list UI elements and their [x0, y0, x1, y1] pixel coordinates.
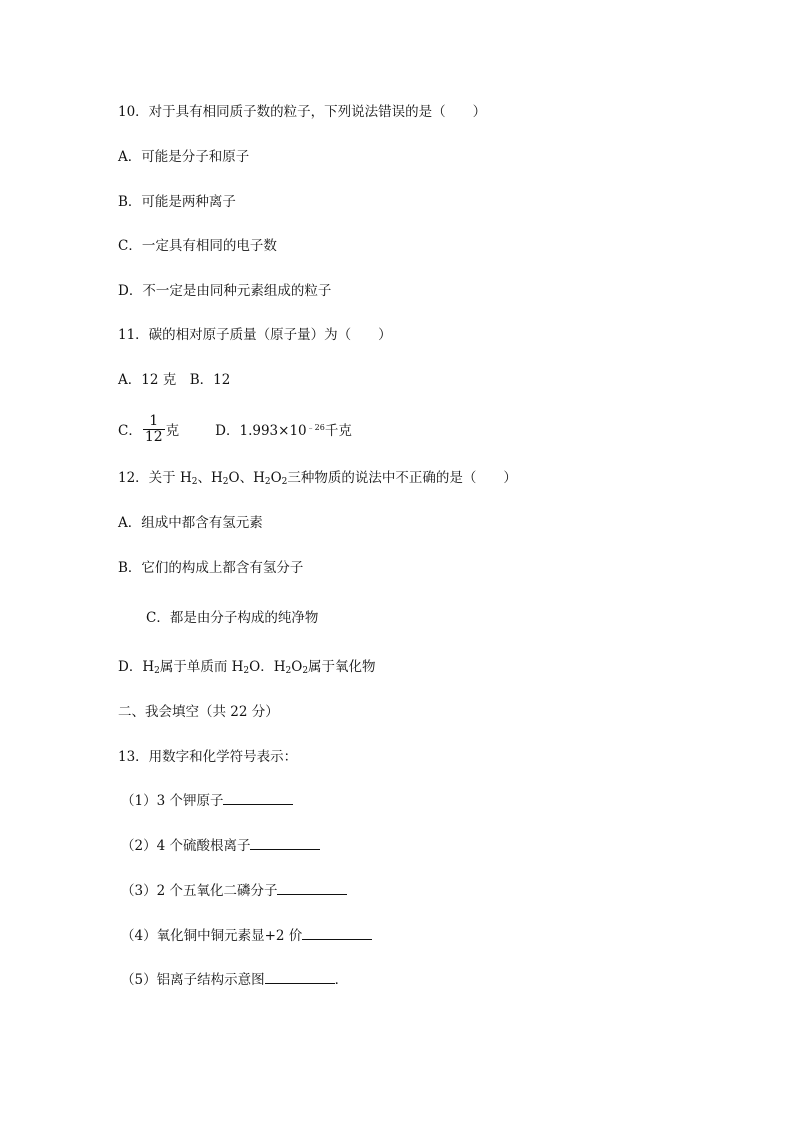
q13-item-1 — [121, 792, 293, 810]
q13-item-4 — [121, 927, 372, 945]
q12-d-part: D．H — [118, 659, 155, 675]
answer-blank[interactable] — [223, 792, 293, 805]
q11-stem: 11．碳的相对原子质量（原子量）为（ ） — [118, 327, 392, 343]
q10-stem: 10．对于具有相同质子数的粒子，下列说法错误的是（ ） — [118, 104, 487, 120]
answer-blank[interactable] — [250, 837, 320, 850]
answer-blank[interactable] — [265, 971, 335, 984]
q12-stem — [118, 469, 517, 487]
q11-c-suffix: 克 — [165, 423, 180, 439]
q13-stem: 13．用数字和化学符号表示： — [118, 749, 298, 765]
q11-options-cd — [118, 413, 352, 447]
subscript: 2 — [285, 666, 292, 676]
subscript: 2 — [243, 666, 250, 676]
q10-option-b: B．可能是两种离子 — [118, 194, 236, 210]
subscript: 2 — [302, 666, 309, 676]
q12-d-part: 属于单质而 H — [159, 659, 244, 675]
q13-item-5 — [121, 971, 348, 989]
q11-d-exponent: ﹣26 — [306, 423, 325, 432]
q10-option-c: C．一定具有相同的电子数 — [118, 238, 277, 254]
q12-option-a: A．组成中都含有氢元素 — [118, 515, 263, 531]
q12-stem-part: 12．关于 H — [118, 470, 192, 486]
q12-d-part: 属于氧化物 — [308, 659, 376, 675]
section-heading: 二、我会填空（共 22 分） — [118, 704, 279, 720]
subscript: 2 — [154, 666, 160, 676]
subscript: 2 — [281, 477, 288, 487]
q13-item-3 — [121, 882, 347, 900]
q13-item-label: （4）氧化铜中铜元素显+2 价 — [121, 928, 303, 944]
q12-option-c: C．都是由分子构成的纯净物 — [146, 610, 319, 626]
q12-stem-part: 、H — [197, 470, 223, 486]
q11-options-ab: A．12 克 B．12 — [118, 372, 231, 388]
q10-option-d: D．不一定是由同种元素组成的粒子 — [118, 283, 332, 299]
q12-option-d — [118, 658, 376, 676]
answer-blank[interactable] — [302, 927, 372, 940]
q11-d-prefix: D．1.993×10 — [215, 423, 307, 439]
q12-d-part: O — [291, 659, 303, 675]
q13-item-2 — [121, 837, 320, 855]
q10-option-a: A．可能是分子和原子 — [118, 149, 250, 165]
subscript: 2 — [264, 477, 271, 487]
q12-stem-part: O、H — [228, 470, 265, 486]
q12-stem-part: 三种物质的说法中不正确的是（ ） — [287, 470, 517, 486]
answer-blank[interactable] — [277, 882, 347, 895]
q13-item-label: （5）铝离子结构示意图 — [121, 972, 265, 988]
fraction-denominator: 12 — [144, 429, 163, 445]
fraction-numerator: 1 — [149, 413, 159, 429]
fraction — [143, 414, 165, 445]
q13-item-label: （2）4 个硫酸根离子 — [121, 838, 251, 854]
q13-item-label: （3）2 个五氧化二磷分子 — [121, 883, 278, 899]
subscript: 2 — [222, 477, 229, 487]
subscript: 2 — [191, 477, 198, 487]
q13-item-end-mark: ． — [334, 972, 349, 988]
q11-d-suffix: 千克 — [324, 423, 352, 439]
q13-item-label: （1）3 个钾原子 — [121, 793, 224, 809]
q12-stem-part: O — [270, 470, 282, 486]
q11-c-prefix: C． — [118, 423, 142, 439]
q12-option-b: B．它们的构成上都含有氢分子 — [118, 560, 304, 576]
q12-d-part: O．H — [249, 659, 286, 675]
